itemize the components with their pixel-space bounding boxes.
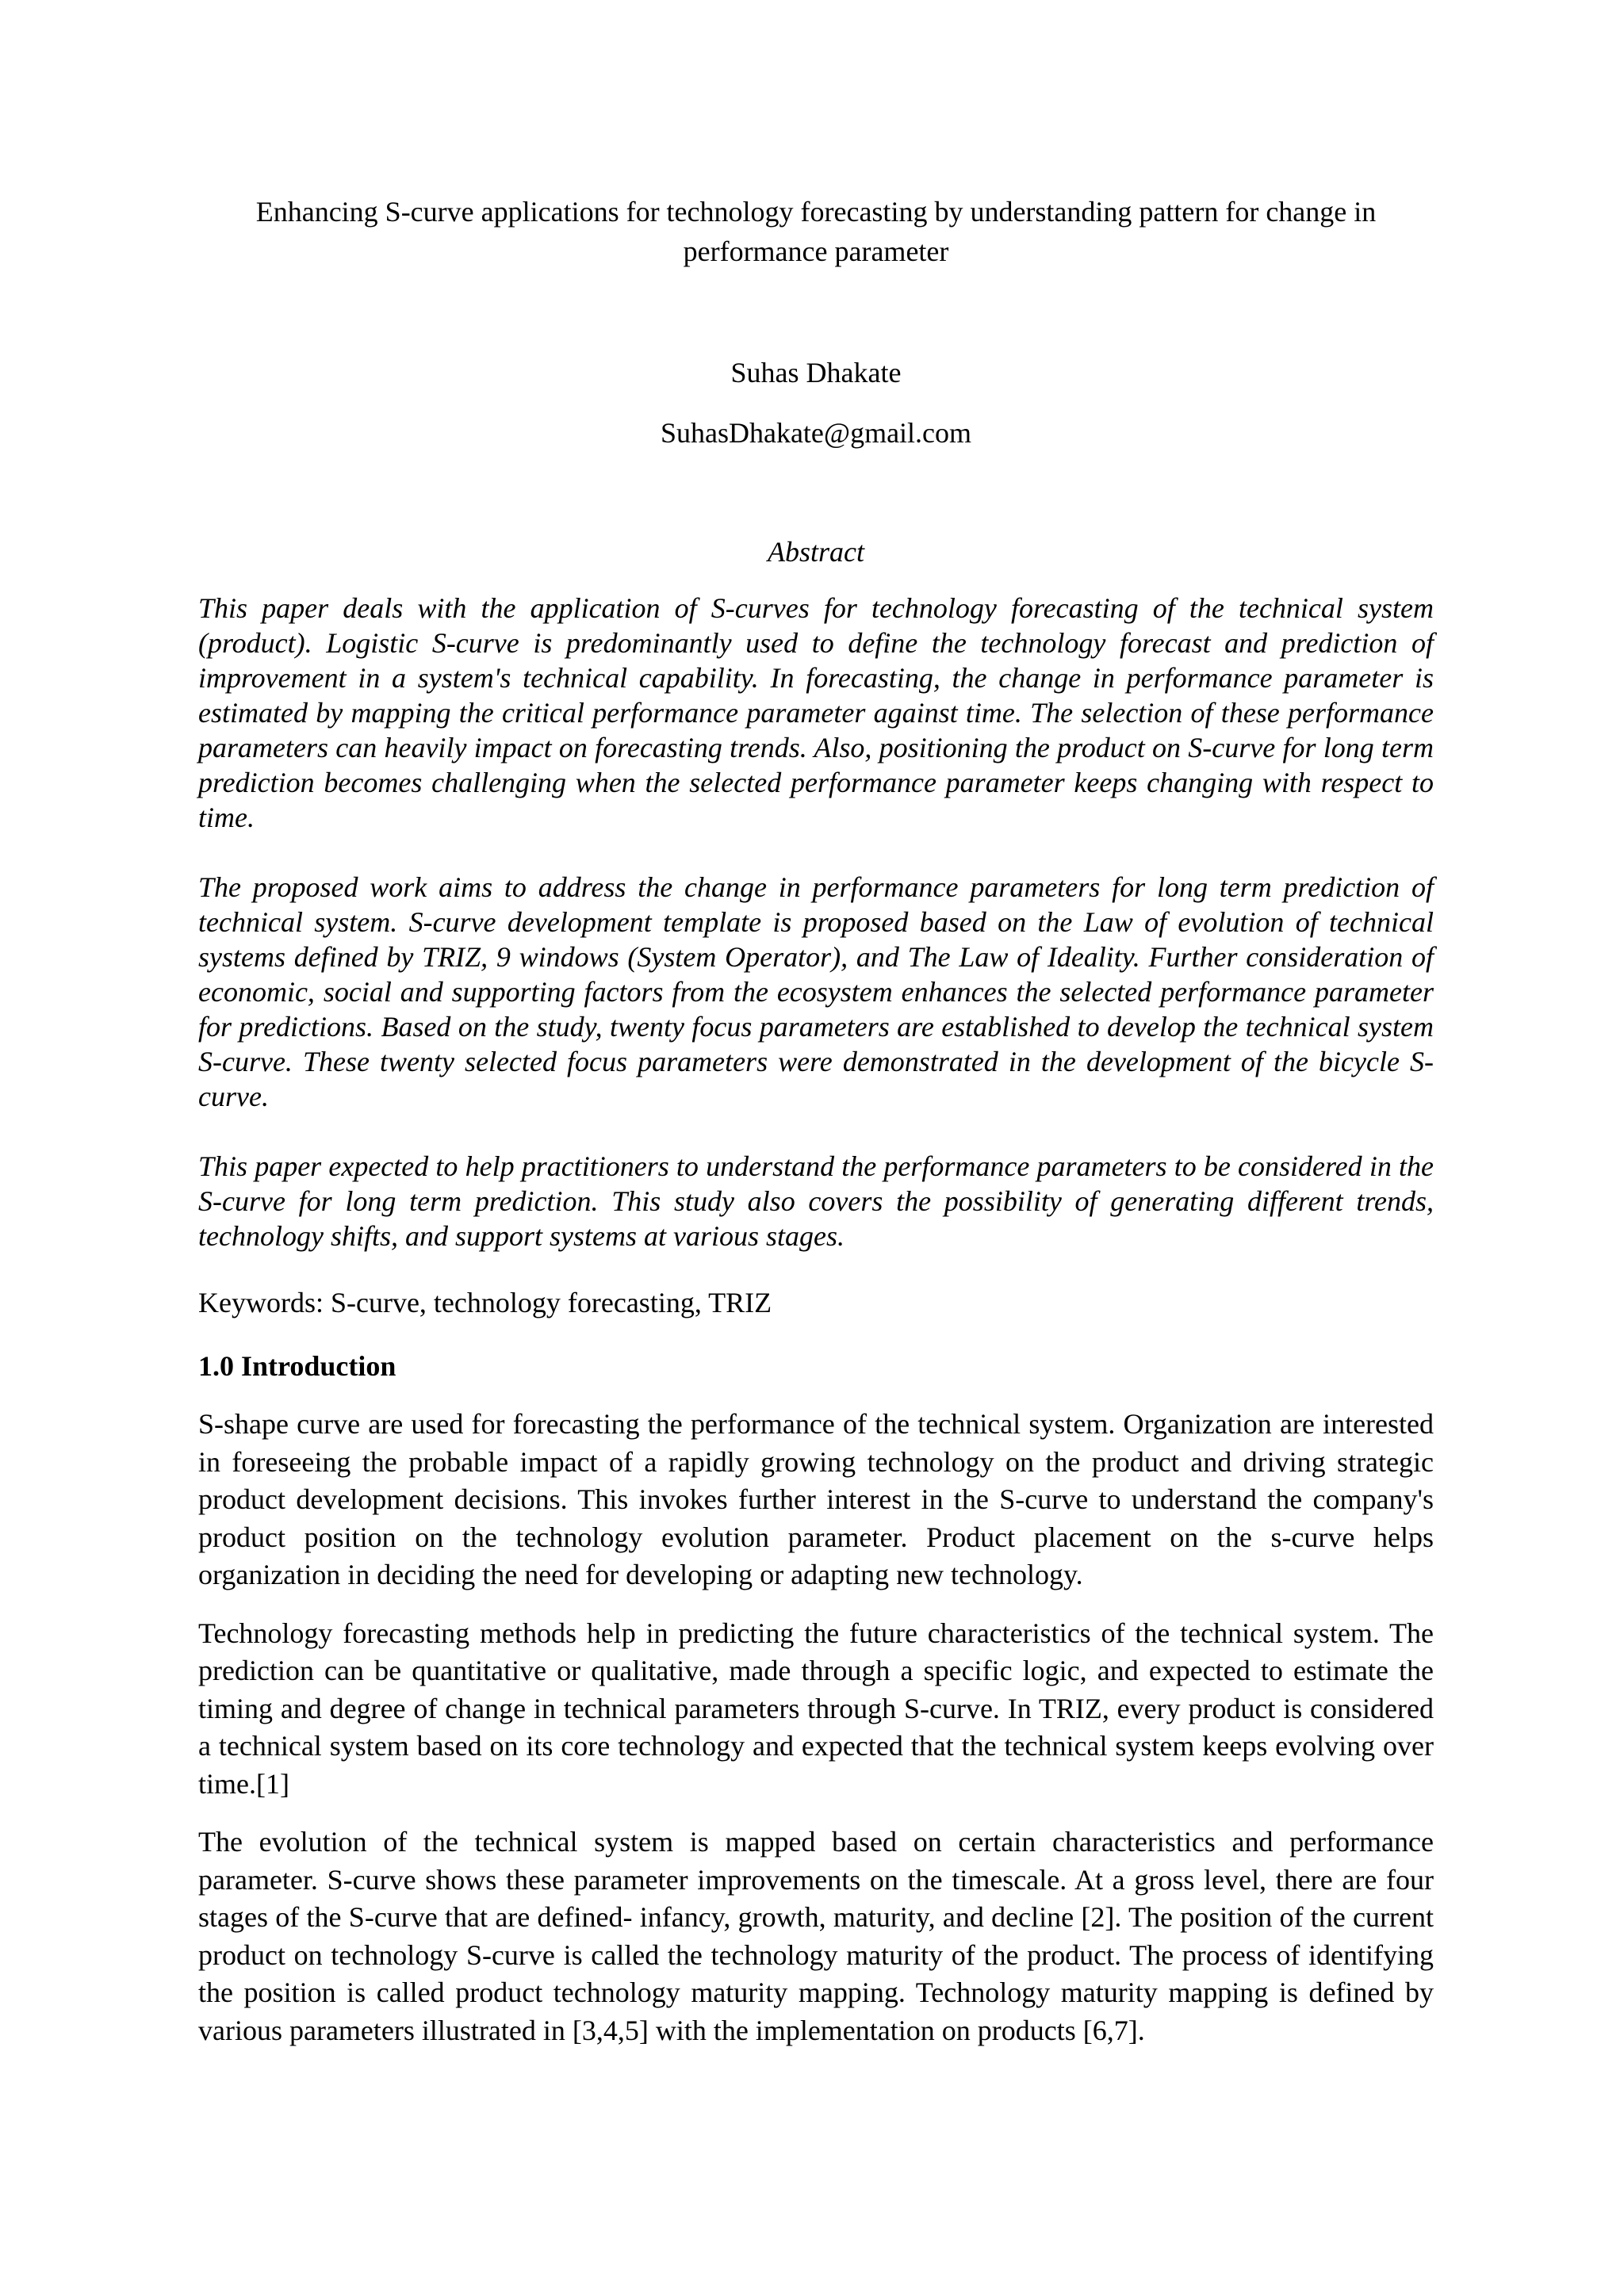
- abstract-heading: Abstract: [768, 536, 864, 568]
- introduction-section: [198, 1349, 1434, 2049]
- keywords-line: Keywords: S-curve, technology forecasting, TRIZ: [198, 1287, 772, 1318]
- abstract-paragraph-2: The proposed work aims to address the change in performance parameters for long term prediction of technical system. S-curve development template is proposed based on the Law of evolution of technical systems defined by TRIZ, 9 windows (System Operator), and The Law of Ideality. Further consideration of economic, social and supporting factors from the ecosystem enhances the selected performance parameter for predictions. Based on the study, twenty focus parameters are established to develop the technical system S-curve. These twenty selected focus parameters were demonstrated in the development of the bicycle S-curve.: [198, 871, 1434, 1112]
- introduction-paragraph-1: S-shape curve are used for forecasting the performance of the technical system. Organization are interested in foreseeing the probable impact of a rapidly growing technology on the product and driving strategic product development decisions. This invokes further interest in the S-curve to understand the company's product position on the technology evolution parameter. Product placement on the s-curve helps organization in deciding the need for developing or adapting new technology.: [198, 1408, 1434, 1590]
- abstract-section: [198, 532, 1434, 1253]
- abstract-paragraph-1: This paper deals with the application of S-curves for technology forecasting of the technical system (product). Logistic S-curve is predominantly used to define the technology forecast and prediction of improvement in a system's technical capability. In forecasting, the change in performance parameter is estimated by mapping the critical performance parameter against time. The selection of these performance parameters can heavily impact on forecasting trends. Also, positioning the product on S-curve for long term prediction becomes challenging when the selected performance parameter keeps changing with respect to time.: [198, 592, 1434, 833]
- author-email: SuhasDhakate@gmail.com: [660, 417, 972, 449]
- abstract-paragraph-3: This paper expected to help practitioners to understand the performance parameters to be considered in the S-curve for long term prediction. This study also covers the possibility of generating different trends, technology shifts, and support systems at various stages.: [198, 1150, 1434, 1252]
- introduction-paragraph-2: Technology forecasting methods help in predicting the future characteristics of the technical system. The prediction can be quantitative or qualitative, made through a specific logic, and expected to estimate the timing and degree of change in technical parameters through S-curve. In TRIZ, every product is considered a technical system based on its core technology and expected that the technical system keeps evolving over time.[1]: [198, 1617, 1434, 1800]
- paper-title: Enhancing S-curve applications for technology forecasting by understanding pattern for change in performance parameter: [255, 196, 1377, 267]
- introduction-heading: 1.0 Introduction: [198, 1350, 396, 1382]
- author-name: Suhas Dhakate: [730, 357, 902, 388]
- page-content: [198, 192, 1434, 2049]
- introduction-paragraph-3: The evolution of the technical system is mapped based on certain characteristics and performance parameter. S-curve shows these parameter improvements on the timescale. At a gross level, there are four stages of the S-curve that are defined- infancy, growth, maturity, and decline [2]. The position of the current product on technology S-curve is called the technology maturity of the product. The process of identifying the position is called product technology maturity mapping. Technology maturity mapping is defined by various parameters illustrated in [3,4,5] with the implementation on products [6,7].: [198, 1826, 1434, 2046]
